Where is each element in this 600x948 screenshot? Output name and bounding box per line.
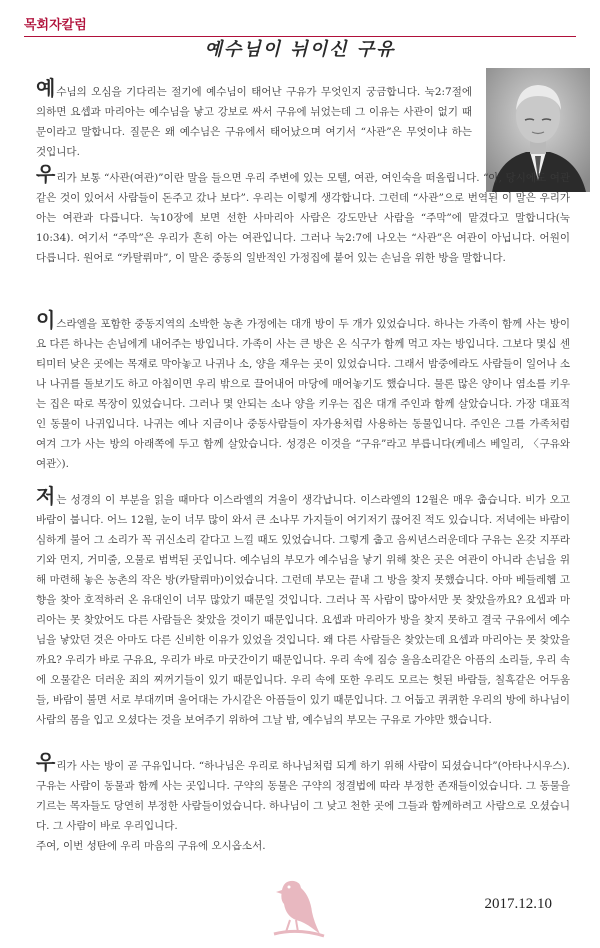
paragraph-4-text: 는 성경의 이 부분을 읽을 때마다 이스라엘의 겨울이 생각납니다. 이스라엘의 12월은 매우 춥습니다. 비가 오고 바람이 붑니다. 어느 12월, 눈이 너무 많이 와서 큰 소나무 가지들이 여기저기 끊어진 적도 있습니다. 저녁에는 바람이 심하게 불어 그 소리가 꼭 귀신소리 같다고 느낄 때도 있었습니다. 그렇게 춥고 음씨년스러운데다 구유는 온갖 지푸라기와 먼지, 거미줄, 오물로 범벅된 곳입니다. 예수님의 부모가 예수님을 낳기 위해 찾은 곳은 여관이 아니라 손님을 위해 마련해 놓은 농촌의 작은 방(카탈뤼마)이었습니다. 그런데 부모는 끝내 그 방을 찾지 못했습니다. 아마 베들레헴 고향을 찾아 호적하러 온 유대인이 너무 많았기 때문일 것입니다. 그러나 꼭 사람이 많아서만 못 찾았을까요? 요셉과 마리아는 못 찾았어도 다른 사람들은 찾았을 것이기 때문입니다. 요셉과 마리아가 방을 찾지 못하고 결국 구유에서 예수님을 낳았던 것은 아마도 다른 신비한 이유가 있었을 것입니다. 왜 다른 사람들은 찾았는데 요셉과 마리아는 못 찾았을까요? 우리가 바로 구유요, 우리가 바로 마굿간이기 때문입니다. 우리 속에 짐승 울음소리같은 아픔의 소리들, 우리 속에 오물같은 더러운 죄의 찌꺼기들이 있기 때문입니다. 우리 속에 또한 우리도 모르는 헛된 바람들, 칠흑같은 어두움들, 바람이 불면 서로 부대끼며 울어대는 가시같은 아픔들이 있기 때문입니다. 그 어둡고 퀴퀴한 우리의 방에 하나님이 사람의 몸을 입고 오셨다는 것을 보여주기 위하여 그날 밤, 예수님의 부모는 구유로 가야만 했습니다. [36,494,570,726]
column-date: 2017.12.10 [484,896,552,912]
dropcap-2: 우 [36,162,56,186]
paragraph-3 [36,310,570,474]
paragraph-1 [36,78,472,162]
paragraph-5 [36,752,570,856]
dropcap-5: 우 [36,750,56,774]
section-label: 목회자칼럼 [24,18,87,33]
paragraph-2-text: 리가 보통 “사관(여관)”이란 말을 들으면 우리 주변에 있는 모텔, 여관, 여인숙을 떠올립니다. “아, 당시에도 여관같은 것이 있어서 사람들이 돈주고 갔나 보다”. 우리는 이렇게 생각합니다. 그런데 “사관”으로 번역된 이 말은 우리가 아는 여관과 다릅니다. 눅10장에 보면 선한 사마리아 사람은 강도만난 사람을 “주막”에 맡겼다고 말합니다(눅10:34). 여기서 “주막”은 우리가 흔히 아는 여관입니다. 그러나 눅2:7에 나오는 “사관”은 여관이 아닙니다. 어원이 다릅니다. 원어로 “카탈뤼마”, 이 말은 중동의 일반적인 가정집에 붙어 있는 손님을 위한 방을 말합니다. [36,172,570,264]
paragraph-2 [36,164,570,268]
paragraph-5-text: 리가 사는 방이 곧 구유입니다. “하나님은 우리로 하나님처럼 되게 하기 위해 사람이 되셨습니다”(아타나시우스). 구유는 사람이 동물과 함께 사는 곳입니다. 구약의 동물은 구약의 정결법에 따라 부정한 존재들이었습니다. 그 동물을 기르는 목자들도 당연히 부정한 사람들이었습니다. 하나님이 그 낮고 천한 곳에 그들과 함께하려고 사람으로 오셨습니다. 그 사람이 바로 우리입니다. [36,760,570,832]
dropcap-3: 이 [36,308,56,332]
dropcap-1: 예 [36,76,56,100]
dropcap-4: 저 [36,484,56,508]
paragraph-1-text: 수님의 오심을 기다리는 절기에 예수님이 태어난 구유가 무엇인지 궁금합니다. 눅2:7절에 의하면 요셉과 마리아는 예수님을 낳고 강보로 싸서 구유에 뉘었는데 그 이유는 사관이 없기 때문이라고 말합니다. 질문은 왜 예수님은 구유에서 태어났으며 여기서 “사관”은 무엇이냐 하는 것입니다. [36,86,472,158]
paragraph-4 [36,486,570,730]
closing-prayer: 주여, 이번 성탄에 우리 마음의 구유에 오시옵소서. [36,840,266,852]
column-title: 예수님이 뉘이신 구유 [204,39,396,60]
paragraph-3-text: 스라엘을 포함한 중동지역의 소박한 농촌 가정에는 대개 방이 두 개가 있었습니다. 하나는 가족이 함께 사는 방이요 다른 하나는 손님에게 내어주는 방입니다. 가족이 사는 큰 방은 온 식구가 함께 먹고 자는 방입니다. 그보다 몇십 센티미터 낮은 곳에는 목재로 막아놓고 나귀나 소, 양을 재우는 곳이 있었습니다. 그래서 밤중에라도 사람들이 일어나 소나 나귀를 돌보기도 하고 아침이면 우리 밖으로 끌어내어 마당에 매어놓기도 했습니다. 물론 많은 양이나 염소를 키우는 집은 따로 목장이 있었습니다. 그러나 몇 안되는 소나 양을 키우는 집은 대개 주인과 함께 살았습니다. 가장 대표적인 동물이 나귀입니다. 나귀는 예나 지금이나 중동사람들이 자가용처럼 사용하는 동물입니다. 주인은 그를 가족처럼 여겨 그가 사는 방의 아래쪽에 두고 함께 살았습니다. 성경은 이것을 “구유”라고 부릅니다(케네스 베일리, 〈구유와 여관〉). [36,318,570,470]
bird-icon [268,872,328,946]
